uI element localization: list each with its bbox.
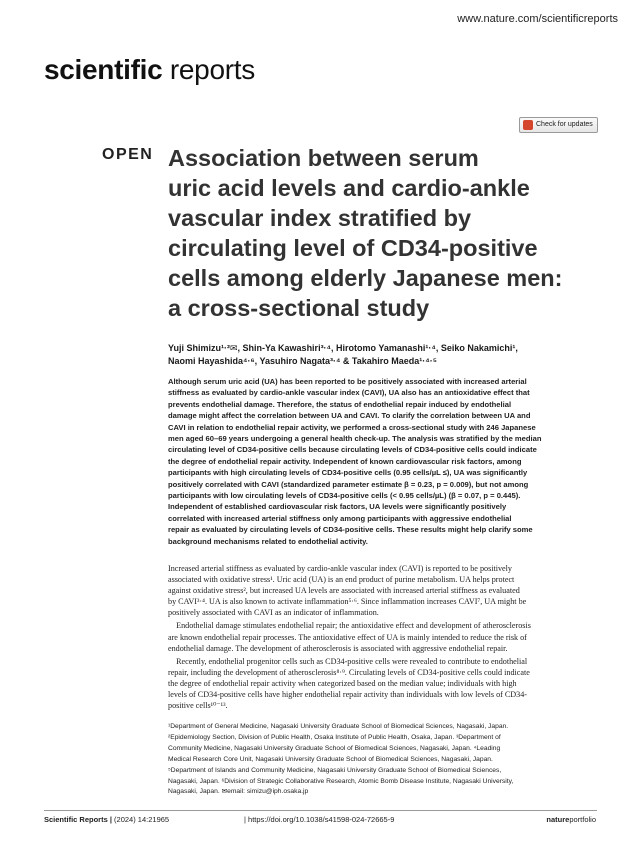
affiliation-line: Medical Research Core Unit, Nagasaki University Graduate School of Biomedical Sciences, Nagasaki, Japan.	[168, 755, 493, 763]
abstract-line: Although serum uric acid (UA) has been reported to be positively associated with increased arterial	[168, 377, 527, 386]
title-line: uric acid levels and cardio-ankle	[168, 175, 530, 201]
abstract-line: stiffness as evaluated by cardio-ankle vascular index (CAVI), UA also has an antioxidative effect that	[168, 388, 530, 398]
body-line: associated with oxidative stress¹. Uric acid (UA) is an end product of purine metabolism. UA helps protect	[168, 575, 515, 585]
affiliation-line: ¹Department of General Medicine, Nagasaki University Graduate School of Biomedical Sciences, Nagasaki, Japan.	[168, 723, 509, 730]
abstract-line: positively correlated with CAVI (standardized parameter estimate β = 0.23, p = 0.009), but not among	[168, 479, 529, 489]
body-line: are known endothelial repair processes. The antioxidative effect of UA is mainly intended to reduce the risk of	[168, 632, 527, 642]
author-line[interactable]: Yuji Shimizu¹·²✉, Shin-Ya Kawashiri³·⁴, Hirotomo Yamanashi¹·⁴, Seiko Nakamichi¹,	[168, 343, 518, 353]
footer-doi-link[interactable]: | https://doi.org/10.1038/s41598-024-72665-9	[244, 815, 395, 824]
logo-bold-text: scientific	[44, 54, 163, 85]
abstract-line: damage might affect the correlation between UA and CAVI. To clarify the correlation between UA and	[168, 411, 531, 421]
publisher-bold: nature	[546, 815, 570, 824]
publisher-logo	[546, 815, 596, 824]
footer-volume: (2024) 14:21965	[114, 815, 170, 824]
abstract-line: repair as evaluated by circulating levels of CD34-positive cells. These results might help clarify some	[168, 525, 533, 535]
body-line: endothelial damage. The development of atherosclerosis is associated with aggressive endothelial repair.	[168, 643, 508, 653]
author-line[interactable]: Naomi Hayashida⁴·⁶, Yasuhiro Nagata³·⁴ & Takahiro Maeda¹·⁴·⁵	[168, 356, 437, 366]
footer-divider	[44, 810, 597, 811]
title-line: circulating level of CD34-positive	[168, 235, 538, 261]
abstract-line: correlated with increased arterial stiffness only among participants with aggressive endothelial	[168, 513, 512, 523]
body-line: the degree of endothelial repair activity when categorized based on the median value; individuals with high	[168, 678, 517, 688]
footer-journal: Scientific Reports |	[44, 815, 112, 824]
body-line: levels of CD34-positive cells have higher endothelial repair activity than individuals with low levels of CD34-	[168, 690, 527, 700]
journal-logo	[44, 54, 255, 86]
body-text	[168, 563, 598, 711]
open-access-label: OPEN	[102, 146, 154, 163]
body-line: positively associated with CAVI as an indicator of inflammation.	[168, 608, 379, 618]
body-line: repair, including the development of atherosclerosis⁸·⁹. Circulating levels of CD34-positive cells could indicate	[168, 667, 530, 677]
body-line: positive cells¹⁰⁻¹³.	[168, 701, 228, 711]
abstract-line: the degree of endothelial repair activity. Independent of known cardiovascular risk factors, among	[168, 456, 522, 466]
abstract	[168, 376, 598, 547]
affiliation-line: Nagasaki, Japan. ⁶Division of Strategic Collaborative Research, Atomic Bomb Disease Institute, Nagasaki University,	[168, 777, 514, 785]
body-line: Recently, endothelial progenitor cells such as CD34-positive cells were revealed to contribute to endothelial	[168, 656, 528, 666]
check-updates-label: Check for updates	[536, 121, 593, 128]
abstract-line: Independent of established cardiovascular risk factors, UA levels were significantly positively	[168, 502, 507, 512]
check-updates-button[interactable]	[519, 117, 598, 133]
body-line: Endothelial damage stimulates endothelial repair; the antioxidative effect and development of atherosclerosis	[168, 621, 531, 631]
publisher-light: portfolio	[569, 815, 596, 824]
affiliations	[168, 722, 598, 798]
title-line: cells among elderly Japanese men:	[168, 265, 563, 291]
body-line: by CAVI³·⁴. UA is also known to activate inflammation⁵·⁶. Since inflammation increases CAVI⁷, UA might be	[168, 597, 527, 607]
article-title	[168, 143, 608, 323]
title-line: a cross-sectional study	[168, 295, 430, 321]
abstract-line: circulating level of CD34-positive cells because circulating levels of CD34-positive cells could indicate	[168, 445, 537, 455]
abstract-line: participants with high circulating levels of CD34-positive cells (0.95 cells/µL ≤), UA was significantly	[168, 468, 528, 478]
crossmark-icon	[523, 120, 533, 130]
affiliation-line: ⁵Department of Islands and Community Medicine, Nagasaki University Graduate School of Biomedical Sciences,	[168, 766, 502, 774]
affiliation-line: ²Epidemiology Section, Division of Public Health, Osaka Institute of Public Health, Osaka, Japan. ³Department of	[168, 733, 501, 741]
author-list	[168, 342, 608, 368]
abstract-line: participants with low circulating levels of CD34-positive cells (< 0.95 cells/µL) (β = 0.07, p = 0.445).	[168, 491, 521, 501]
logo-light-text: reports	[169, 54, 255, 85]
affiliation-line[interactable]: Nagasaki, Japan. ✉email: simizu@iph.osaka.jp	[168, 788, 309, 796]
abstract-line: prevents endothelial damage. Therefore, the status of endothelial repair induced by endothelial	[168, 399, 512, 409]
body-line: against oxidative stress², but increased UA levels are associated with increased arterial stiffness as evaluated	[168, 586, 520, 596]
title-line: Association between serum	[168, 145, 479, 171]
affiliation-line: Community Medicine, Nagasaki University Graduate School of Biomedical Sciences, Nagasaki, Japan. ⁴Leading	[168, 744, 501, 752]
title-line: vascular index stratified by	[168, 205, 472, 231]
abstract-line: CAVI in relation to endothelial repair activity, we performed a cross-sectional study with 246 Japanese	[168, 422, 536, 432]
body-line: Increased arterial stiffness as evaluated by cardio-ankle vascular index (CAVI) is reported to be positively	[168, 564, 512, 573]
abstract-line: background mechanisms related to endothelial activity.	[168, 536, 368, 546]
abstract-line: men aged 60–69 years undergoing a general health check-up. The analysis was stratified by the median	[168, 434, 542, 444]
journal-url[interactable]: www.nature.com/scientificreports	[457, 13, 618, 25]
footer-citation	[44, 815, 169, 824]
